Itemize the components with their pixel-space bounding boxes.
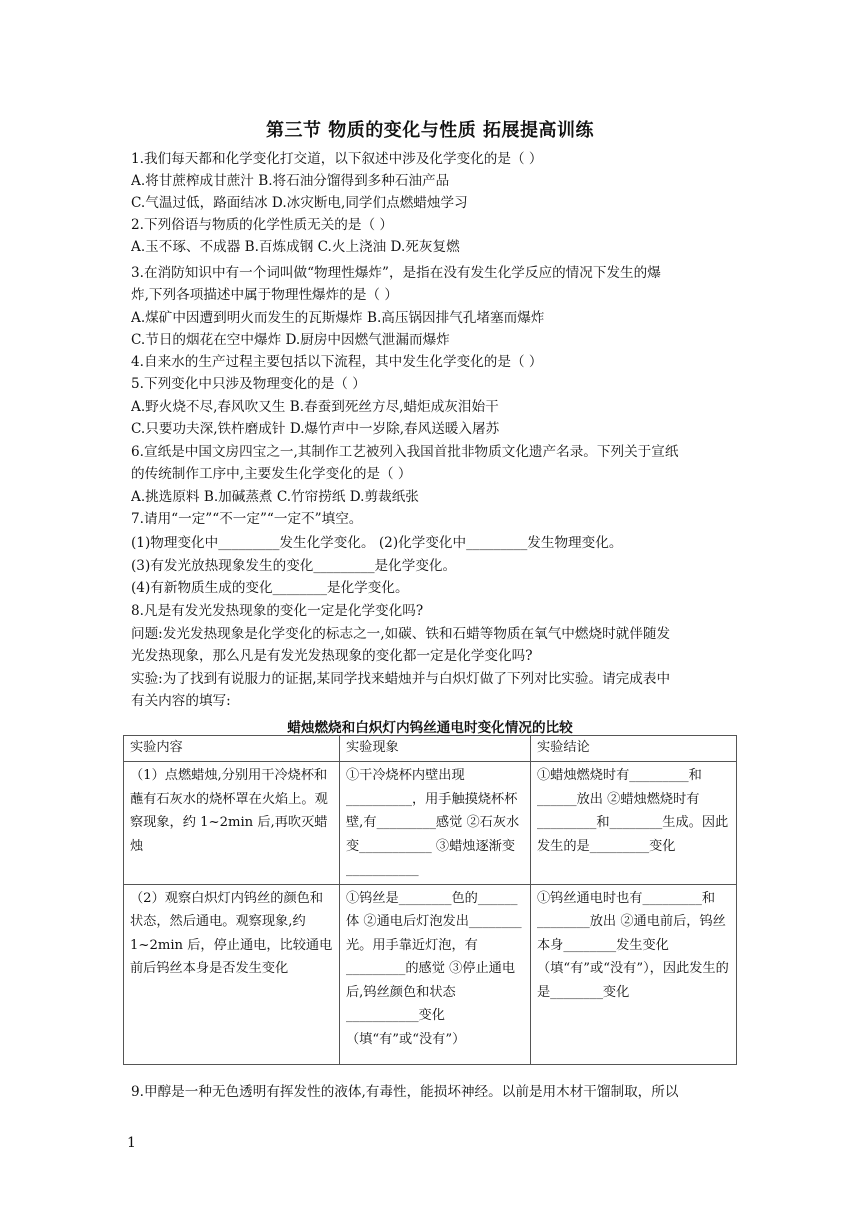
comparison-table [123, 735, 737, 1065]
question-6-stem-line2: 的传统制作工序中,主要发生化学变化的是（ ） [131, 466, 412, 482]
question-4-stem: 4.自来水的生产过程主要包括以下流程，其中发生化学变化的是（ ） [131, 354, 543, 370]
table-cell-conclusion: ①钨丝通电时也有_________和________放出 ②通电前后，钨丝本身________发生变化（填“有”或“没有”），因此发生的是________变化 [531, 884, 737, 1064]
question-3-stem-line1: 3.在消防知识中有一个词叫做“物理性爆炸”，是指在没有发生化学反应的情况下发生的爆 [131, 265, 661, 281]
question-1-options-ab: A.将甘蔗榨成甘蔗汁 B.将石油分馏得到多种石油产品 [131, 173, 450, 189]
question-5-options-ab: A.野火烧不尽,春风吹又生 B.春蚕到死丝方尽,蜡炬成灰泪始干 [131, 399, 499, 415]
table-header-cell: 实验结论 [531, 736, 737, 762]
question-7-part-4: (4)有新物质生成的变化________是化学变化。 [131, 580, 409, 596]
question-1-options-cd: C.气温过低，路面结冰 D.冰灾断电,同学们点燃蜡烛学习 [131, 195, 468, 211]
table-cell-conclusion: ①蜡烛燃烧时有_________和______放出 ②蜡烛燃烧时有_________和________生成。因此发生的是_________变化 [531, 762, 737, 885]
page-number: 1 [127, 1135, 136, 1151]
question-5-stem: 5.下列变化中只涉及物理变化的是（ ） [131, 376, 366, 392]
question-7-stem: 7.请用“一定”“不一定”“一定不”填空。 [131, 511, 363, 527]
question-6-options: A.挑选原料 B.加碱蒸煮 C.竹帘捞纸 D.剪裁纸张 [131, 489, 419, 505]
table-cell-phenomenon: ①钨丝是________色的______体 ②通电后灯泡发出________光。用手靠近灯泡，有_________的感觉 ③停止通电后,钨丝颜色和状态___________变化（填“有”或“没有”） [340, 884, 531, 1064]
question-8-stem: 8.凡是有发光发热现象的变化一定是化学变化吗? [131, 603, 424, 619]
question-8-problem-line1: 问题:发光发热现象是化学变化的标志之一,如碳、铁和石蜡等物质在氧气中燃烧时就伴随发 [131, 626, 671, 642]
table-row [124, 884, 737, 1064]
table-header-cell: 实验现象 [340, 736, 531, 762]
question-8-problem-line2: 光发热现象，那么凡是有发光发热现象的变化都一定是化学变化吗? [131, 648, 533, 664]
question-8-experiment-line2: 有关内容的填写: [131, 693, 231, 709]
question-6-stem-line1: 6.宣纸是中国文房四宝之一,其制作工艺被列入我国首批非物质文化遗产名录。下列关于宣纸 [131, 444, 679, 460]
question-9-stem: 9.甲醇是一种无色透明有挥发性的液体,有毒性，能损坏神经。以前是用木材干馏制取，所以 [131, 1084, 679, 1100]
question-3-stem-line2: 炸,下列各项描述中属于物理性爆炸的是（ ） [131, 287, 398, 303]
question-5-options-cd: C.只要功夫深,铁杵磨成针 D.爆竹声中一岁除,春风送暖入屠苏 [131, 421, 500, 437]
question-7-part-1-2: (1)物理变化中_________发生化学变化。 (2)化学变化中_________发生物理变化。 [131, 535, 623, 551]
question-3-options-ab: A.煤矿中因遭到明火而发生的瓦斯爆炸 B.高压锅因排气孔堵塞而爆炸 [131, 310, 545, 326]
table-row [124, 762, 737, 885]
table-header-row [124, 736, 737, 762]
question-2-stem: 2.下列俗语与物质的化学性质无关的是（ ） [131, 217, 393, 233]
page-title: 第三节 物质的变化与性质 拓展提高训练 [265, 120, 595, 141]
question-8-experiment-line1: 实验:为了找到有说服力的证据,某同学找来蜡烛并与白炽灯做了下列对比实验。请完成表中 [131, 671, 671, 687]
table-cell-content: （2）观察白炽灯内钨丝的颜色和状态，然后通电。观察现象,约 1~2min 后，停止通电，比较通电前后钨丝本身是否发生变化 [124, 884, 340, 1064]
table-caption: 蜡烛燃烧和白炽灯内钨丝通电时变化情况的比较 [287, 720, 573, 736]
table-header-cell: 实验内容 [124, 736, 340, 762]
table-cell-content: （1）点燃蜡烛,分别用干冷烧杯和蘸有石灰水的烧杯罩在火焰上。观察现象，约 1~2min 后,再吹灭蜡烛 [124, 762, 340, 885]
table-cell-phenomenon: ①干冷烧杯内壁出现__________，用手触摸烧杯杯壁,有_________感觉 ②石灰水变___________ ③蜡烛逐渐变___________ [340, 762, 531, 885]
question-3-options-cd: C.节日的烟花在空中爆炸 D.厨房中因燃气泄漏而爆炸 [131, 332, 450, 348]
question-2-options: A.玉不琢、不成器 B.百炼成钢 C.火上浇油 D.死灰复燃 [131, 239, 460, 255]
question-1-stem: 1.我们每天都和化学变化打交道，以下叙述中涉及化学变化的是（ ） [131, 151, 543, 167]
question-7-part-3: (3)有发光放热现象发生的变化_________是化学变化。 [131, 558, 457, 574]
